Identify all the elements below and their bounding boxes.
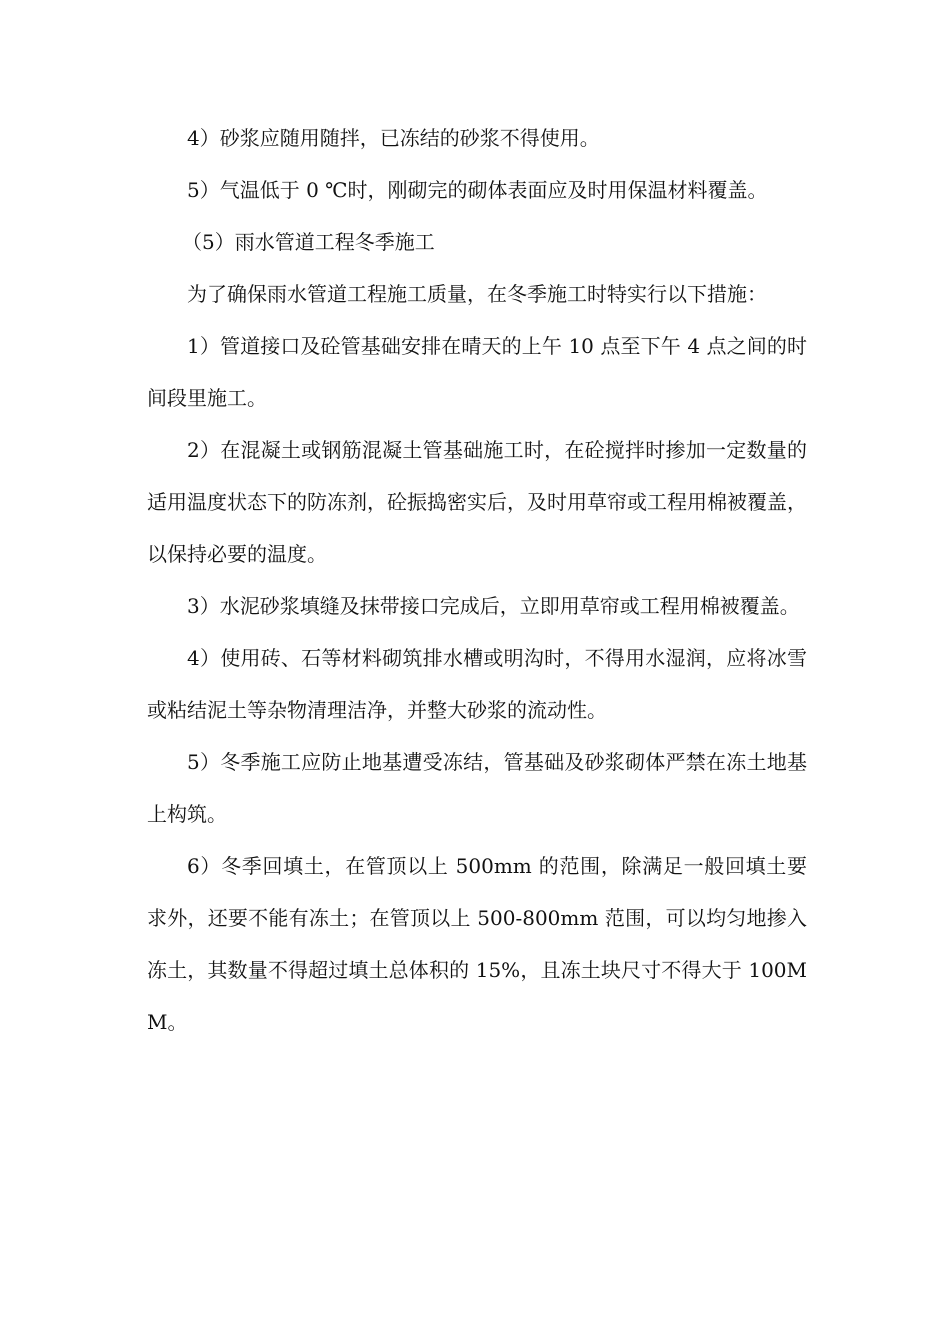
paragraph-item-4: 4）使用砖、石等材料砌筑排水槽或明沟时，不得用水湿润，应将冰雪或粘结泥土等杂物清理洁净，并整大砂浆的流动性。 — [147, 646, 807, 722]
paragraph-item-5: 5）冬季施工应防止地基遭受冻结，管基础及砂浆砌体严禁在冻土地基上构筑。 — [147, 750, 807, 826]
paragraph-mortar-mixing: 4）砂浆应随用随拌，已冻结的砂浆不得使用。 — [187, 126, 600, 150]
section-heading-rainwater-pipe: （5）雨水管道工程冬季施工 — [182, 230, 435, 254]
paragraph-intro-measures: 为了确保雨水管道工程施工质量，在冬季施工时特实行以下措施： — [187, 282, 767, 306]
paragraph-item-3: 3）水泥砂浆填缝及抹带接口完成后，立即用草帘或工程用棉被覆盖。 — [187, 594, 800, 618]
paragraph-item-6: 6）冬季回填土，在管顶以上 500mm 的范围，除满足一般回填土要求外，还要不能有冻土；在管顶以上 500-800mm 范围，可以均匀地掺入冻土，其数量不得超过填土总体积的 15%，且冻土块尺寸不得大于 100MM。 — [147, 854, 807, 1034]
paragraph-item-2: 2）在混凝土或钢筋混凝土管基础施工时，在砼搅拌时掺加一定数量的适用温度状态下的防冻剂，砼振捣密实后，及时用草帘或工程用棉被覆盖，以保持必要的温度。 — [147, 438, 807, 566]
paragraph-item-1: 1）管道接口及砼管基础安排在晴天的上午 10 点至下午 4 点之间的时间段里施工。 — [147, 334, 807, 410]
document-body — [147, 112, 807, 1048]
paragraph-low-temperature-cover: 5）气温低于 0 ℃时，刚砌完的砌体表面应及时用保温材料覆盖。 — [187, 178, 768, 202]
